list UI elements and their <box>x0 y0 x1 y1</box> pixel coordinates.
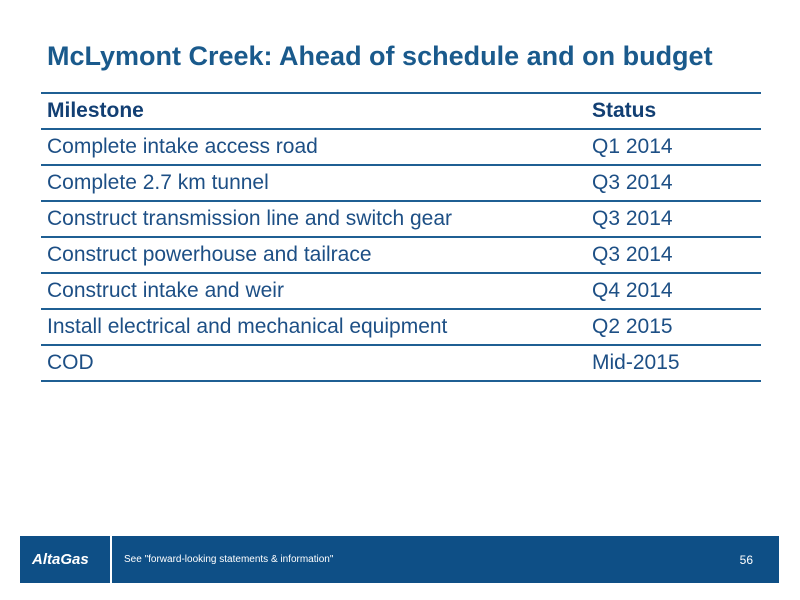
table-row <box>41 238 761 274</box>
milestone-cell: Install electrical and mechanical equipment <box>47 315 448 338</box>
table-row <box>41 166 761 202</box>
milestone-cell: Complete 2.7 km tunnel <box>47 171 269 194</box>
slide-title: McLymont Creek: Ahead of schedule and on budget <box>47 41 713 71</box>
status-cell: Q3 2014 <box>592 171 673 194</box>
forward-looking-statement-note: See "forward-looking statements & information" <box>124 554 334 565</box>
header-milestone: Milestone <box>47 99 144 122</box>
table-row <box>41 130 761 166</box>
table-row <box>41 202 761 238</box>
status-cell: Q1 2014 <box>592 135 673 158</box>
status-cell: Q3 2014 <box>592 207 673 230</box>
page-number: 56 <box>739 552 753 567</box>
milestone-cell: Construct transmission line and switch gear <box>47 207 453 230</box>
status-cell: Q2 2015 <box>592 315 673 338</box>
footer-bar <box>20 536 779 583</box>
table-row <box>41 274 761 310</box>
table-header-row <box>41 92 761 130</box>
milestone-cell: COD <box>47 351 94 374</box>
status-cell: Mid-2015 <box>592 351 680 374</box>
status-cell: Q4 2014 <box>592 279 673 302</box>
status-cell: Q3 2014 <box>592 243 673 266</box>
footer-divider <box>110 536 112 583</box>
table-row <box>41 346 761 382</box>
milestone-cell: Complete intake access road <box>47 135 318 158</box>
milestone-cell: Construct intake and weir <box>47 279 284 302</box>
table-row <box>41 310 761 346</box>
milestone-table <box>41 92 761 382</box>
header-status: Status <box>592 99 657 122</box>
milestone-cell: Construct powerhouse and tailrace <box>47 243 372 266</box>
company-logo: AltaGas <box>32 551 89 568</box>
